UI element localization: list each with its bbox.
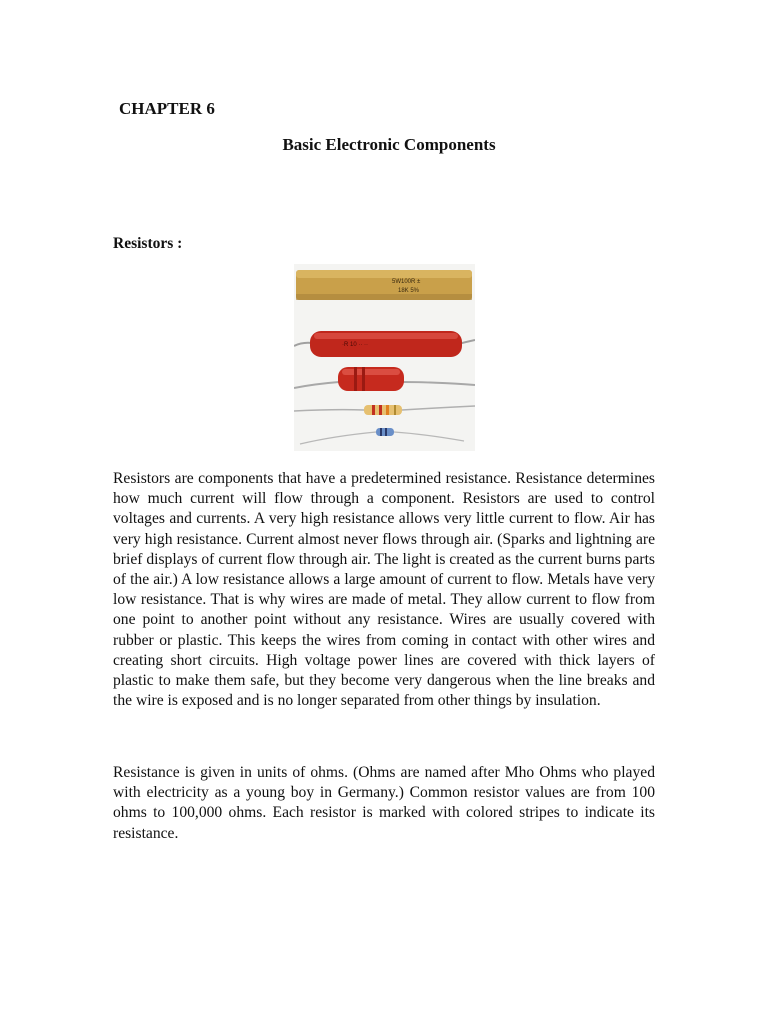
metal-film-resistor-tiny	[376, 428, 394, 436]
svg-text:·R 10 ·· ··: ·R 10 ·· ··	[342, 342, 368, 348]
section-heading: Resistors :	[113, 235, 183, 252]
paragraph-resistance-units: Resistance is given in units of ohms. (Ohms are named after Mho Ohms who played with electricity as a young boy in Germany.) Common resistor values are from 100 ohms to 100,000 ohms. Each resistor is marked with colored stripes to indicate its resistance.	[113, 764, 655, 842]
carbon-resistor-small	[364, 405, 402, 415]
svg-text:5W100R ±: 5W100R ±	[392, 279, 421, 285]
power-resistor-large	[310, 331, 462, 357]
page-title: Basic Electronic Components	[282, 135, 496, 154]
chapter-label: CHAPTER 6	[119, 99, 215, 118]
paragraph-resistors-intro: Resistors are components that have a predetermined resistance. Resistance determines how much current will flow through a component. Resistors are used to control voltages and currents. A very high resistance allows very little current to flow. Air has very high resistance. Current almost never flows through air. (Sparks and lightning are brief displays of current flow through air. The light is created as the current burns parts of the air.) A low resistance allows a large amount of current to flow. Metals have very low resistance. That is why wires are made of metal. They allow current to flow from one point to another point without any resistance. Wires are usually covered with rubber or plastic. This keeps the wires from coming in contact with other wires and creating short circuits. High voltage power lines are covered with thick layers of plastic to make them safe, but they become very dangerous when the line breaks and the wire is exposed and is no longer separated from other things by insulation.	[113, 470, 655, 710]
power-resistor-medium	[338, 367, 404, 391]
ceramic-resistor	[296, 270, 472, 300]
svg-text:18K 5%: 18K 5%	[398, 288, 420, 294]
resistors-photo	[294, 264, 475, 451]
